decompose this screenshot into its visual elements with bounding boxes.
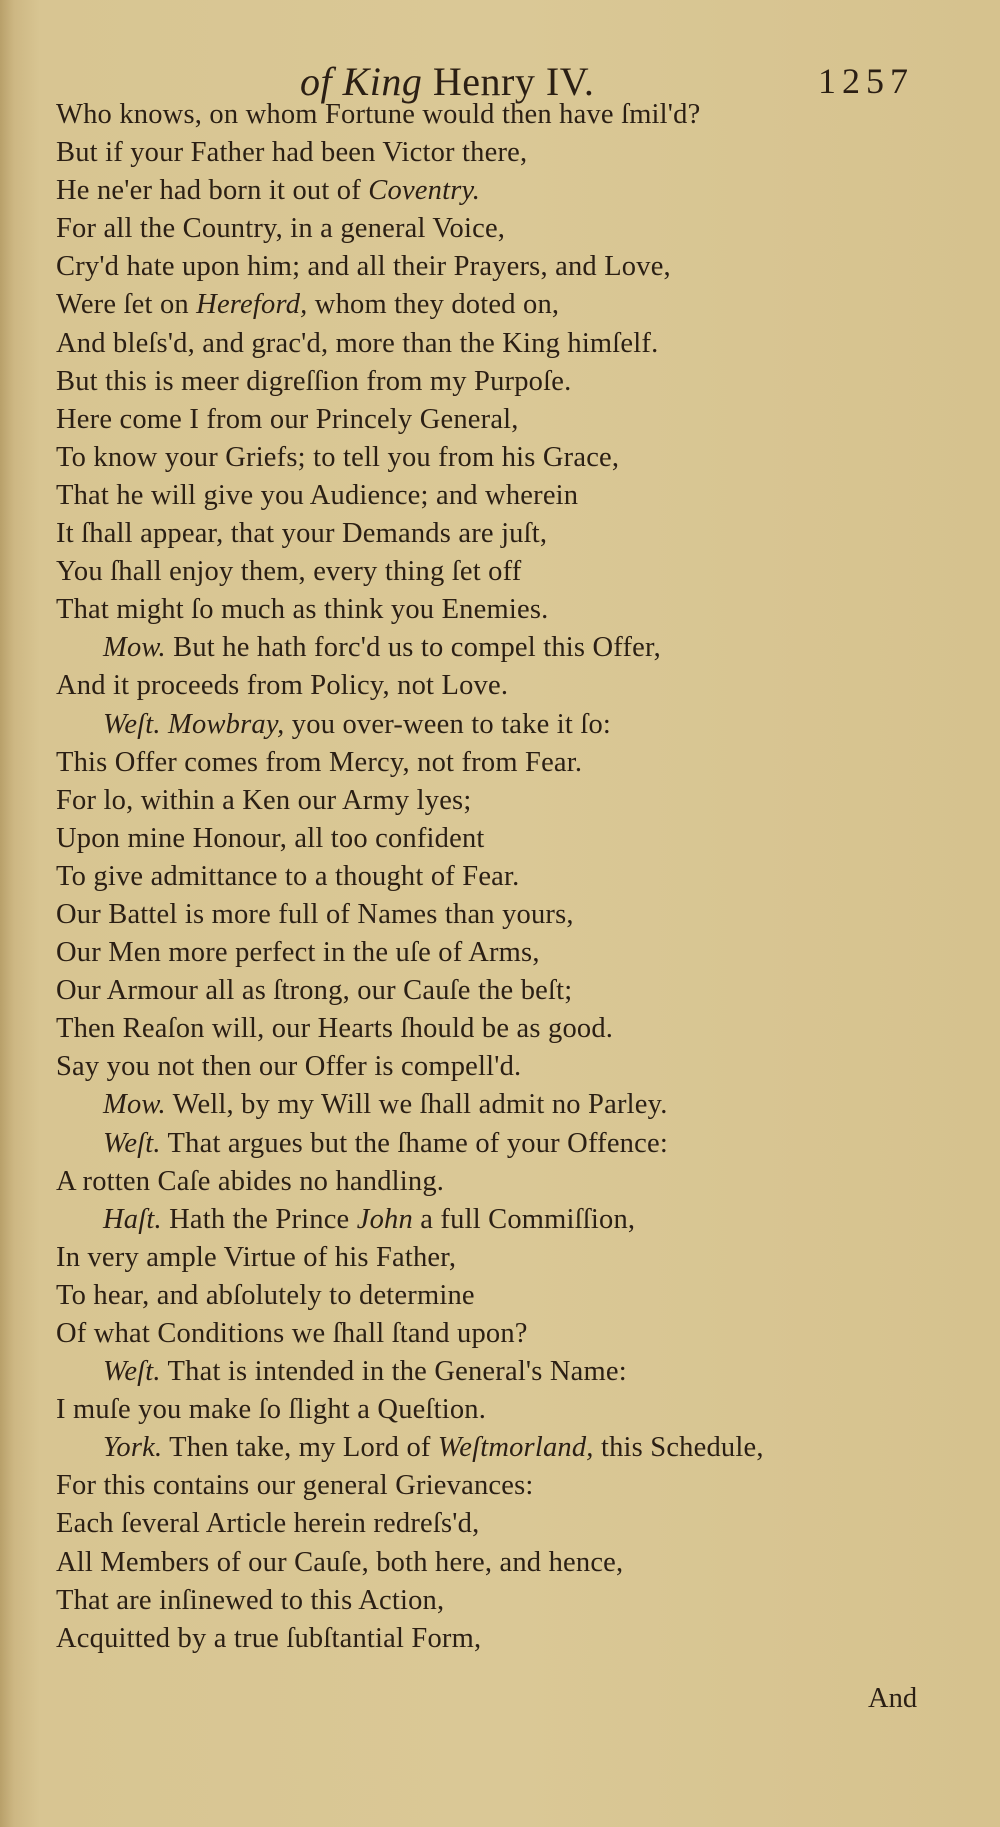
italic-text: Weſt. (103, 1127, 161, 1159)
verse-line (56, 896, 956, 934)
verse-line (56, 1163, 956, 1201)
line-text: To know your Griefs; to tell you from his Grace, (56, 441, 620, 473)
line-text: Then Reaſon will, our Hearts ſhould be as good. (56, 1013, 614, 1045)
verse-line (56, 553, 956, 591)
verse-line (56, 210, 956, 248)
italic-text: York. (103, 1432, 163, 1464)
line-text: Our Men more perfect in the uſe of Arms, (56, 937, 540, 969)
line-text: this Schedule, (593, 1432, 764, 1464)
verse-line (56, 820, 956, 858)
verse-line (56, 1620, 956, 1658)
italic-text: Haſt. (103, 1203, 162, 1235)
line-text: Upon mine Honour, all too confident (56, 822, 485, 854)
line-text: This Offer comes from Mercy, not from Fear. (56, 746, 583, 778)
line-text: A rotten Caſe abides no handling. (56, 1165, 445, 1197)
line-text: Of what Conditions we ſhall ſtand upon? (56, 1318, 528, 1349)
line-text: whom they doted on, (307, 289, 560, 321)
speech-line (56, 1201, 956, 1239)
italic-text: John (356, 1203, 413, 1235)
verse-line (56, 134, 956, 172)
verse-line (56, 325, 956, 363)
verse-line (56, 1048, 956, 1086)
line-text: He ne'er had born it out of (56, 175, 369, 207)
line-text: That he will give you Audience; and wherein (56, 479, 579, 511)
italic-text: Coventry. (368, 175, 481, 207)
italic-text: Hereford, (196, 289, 308, 321)
verse-line (56, 1239, 956, 1277)
verse-line (56, 286, 956, 324)
running-title-roman: Henry IV. (432, 59, 595, 104)
verse-line (56, 1315, 956, 1353)
line-text: Well, by my Will we ſhall admit no Parley. (165, 1089, 668, 1121)
line-text: In very ample Virtue of his Father, (56, 1241, 457, 1273)
verse-line (56, 667, 956, 705)
verse-line (56, 934, 956, 972)
verse-text (56, 96, 956, 1658)
verse-line (56, 1544, 956, 1582)
verse-line (56, 782, 956, 820)
catchword: And (868, 1683, 918, 1714)
line-text: a full Commiſſion, (412, 1203, 636, 1235)
italic-text: Mow. (103, 1089, 166, 1121)
verse-line (56, 515, 956, 553)
verse-line (56, 972, 956, 1010)
italic-text: Weſt. Mowbray, (103, 708, 285, 740)
verse-line (56, 591, 956, 629)
verse-line (56, 1467, 956, 1505)
verse-line (56, 1391, 956, 1429)
italic-text: Weſtmorland, (437, 1432, 594, 1464)
line-text: To give admittance to a thought of Fear. (56, 860, 520, 892)
line-text: For all the Country, in a general Voice, (56, 213, 506, 245)
verse-line (56, 477, 956, 515)
line-text: Acquitted by a true ſubſtantial Form, (56, 1622, 482, 1654)
line-text: And bleſs'd, and grac'd, more than the King himſelf. (56, 327, 659, 359)
line-text: That is intended in the General's Name: (160, 1356, 627, 1388)
line-text: Were ſet on (56, 289, 197, 321)
verse-line (56, 363, 956, 401)
line-text: Then take, my Lord of (162, 1432, 438, 1464)
speech-line (56, 1125, 956, 1163)
line-text: I muſe you make ſo ſlight a Queſtion. (56, 1394, 487, 1426)
line-text: Our Armour all as ſtrong, our Cauſe the beſt; (56, 975, 573, 1007)
speech-line (56, 1353, 956, 1391)
line-text: Here come I from our Princely General, (56, 403, 519, 435)
line-text: You ſhall enjoy them, every thing ſet off (56, 556, 522, 588)
line-text: Cry'd hate upon him; and all their Prayers, and Love, (56, 251, 671, 283)
line-text: Who knows, on whom Fortune would then have ſmil'd? (56, 99, 701, 130)
speech-line (56, 706, 956, 744)
line-text: Hath the Prince (161, 1203, 357, 1235)
line-text: That argues but the ſhame of your Offence: (160, 1127, 668, 1159)
line-text: Each ſeveral Article herein redreſs'd, (56, 1508, 480, 1540)
running-title-italic: of King (300, 59, 423, 104)
line-text: And it proceeds from Policy, not Love. (56, 670, 509, 702)
speech-line (56, 629, 956, 667)
line-text: That might ſo much as think you Enemies. (56, 594, 549, 626)
verse-line (56, 858, 956, 896)
line-text: But if your Father had been Victor there, (56, 137, 528, 169)
line-text: Say you not then our Offer is compell'd. (56, 1051, 522, 1083)
speech-line (56, 1429, 956, 1467)
verse-line (56, 744, 956, 782)
verse-line (56, 96, 956, 134)
verse-line (56, 248, 956, 286)
verse-line (56, 1277, 956, 1315)
italic-text: Weſt. (103, 1356, 161, 1388)
line-text: For this contains our general Grievances: (56, 1470, 534, 1502)
line-text: you over-ween to take it ſo: (284, 708, 612, 740)
verse-line (56, 172, 956, 210)
speech-line (56, 1086, 956, 1124)
line-text: For lo, within a Ken our Army lyes; (56, 784, 472, 816)
verse-line (56, 1582, 956, 1620)
page-number: 1257 (818, 61, 914, 101)
line-text: That are inſinewed to this Action, (56, 1584, 445, 1616)
line-text: Our Battel is more full of Names than yours, (56, 898, 574, 930)
verse-line (56, 439, 956, 477)
line-text: But this is meer digreſſion from my Purpoſe. (56, 365, 572, 397)
italic-text: Mow. (103, 632, 166, 664)
line-text: It ſhall appear, that your Demands are juſt, (56, 518, 548, 550)
line-text: All Members of our Cauſe, both here, and hence, (56, 1546, 624, 1578)
verse-line (56, 401, 956, 439)
line-text: But he hath forc'd us to compel this Offer, (165, 632, 661, 664)
line-text: To hear, and abſolutely to determine (56, 1279, 475, 1311)
verse-line (56, 1010, 956, 1048)
verse-line (56, 1505, 956, 1543)
